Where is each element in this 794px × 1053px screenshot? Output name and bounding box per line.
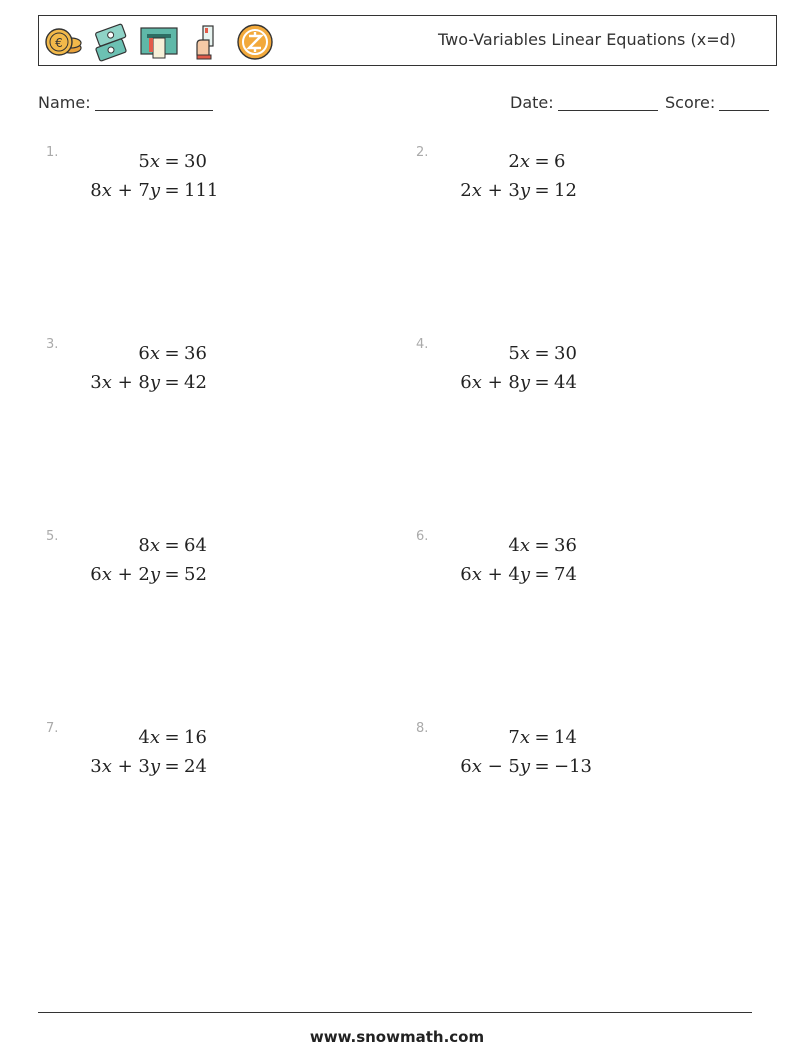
problem-2: [416, 145, 716, 225]
equation-second: [446, 564, 577, 585]
equation-second: [446, 756, 592, 777]
equation-rhs: 16: [184, 727, 207, 748]
equation-first: [446, 727, 577, 748]
equation-second: [446, 372, 577, 393]
svg-text:€: €: [55, 36, 63, 50]
problem-number: 2.: [416, 145, 429, 160]
equation-rhs: 24: [184, 756, 207, 777]
equation-first: [76, 343, 207, 364]
equation-rhs: 42: [184, 372, 207, 393]
equation-second: [76, 564, 207, 585]
equation-lhs: 6x: [138, 343, 160, 364]
problem-number: 1.: [46, 145, 59, 160]
equation-rhs: 111: [184, 180, 219, 201]
equation-first: [446, 535, 577, 556]
equation-first: [76, 151, 207, 172]
equation-first: [76, 535, 207, 556]
equation-lhs: 6x − 5y: [460, 756, 530, 777]
equation-equals: =: [534, 727, 550, 748]
euro-coins-icon: [43, 22, 83, 62]
equation-rhs: 52: [184, 564, 207, 585]
equation-equals: =: [164, 343, 180, 364]
equation-rhs: 6: [554, 151, 566, 172]
score-label: Score:: [665, 93, 716, 112]
equation-equals: =: [534, 564, 550, 585]
problem-5: [46, 529, 346, 609]
problem-6: [416, 529, 716, 609]
problem-8: [416, 721, 716, 801]
equation-first: [76, 727, 207, 748]
equation-equals: =: [164, 180, 180, 201]
problem-number: 5.: [46, 529, 59, 544]
equation-lhs: 2x: [508, 151, 530, 172]
name-blank[interactable]: [95, 94, 213, 111]
equation-lhs: 6x + 4y: [460, 564, 530, 585]
equation-first: [446, 151, 565, 172]
problem-number: 3.: [46, 337, 59, 352]
footer-divider: [38, 1012, 752, 1013]
equation-lhs: 5x: [508, 343, 530, 364]
equation-rhs: 44: [554, 372, 577, 393]
worksheet-title: Two-Variables Linear Equations (x=d): [438, 30, 736, 49]
equation-equals: =: [534, 372, 550, 393]
date-blank[interactable]: [558, 94, 658, 111]
equation-lhs: 4x: [508, 535, 530, 556]
banknotes-icon: [91, 22, 131, 62]
equation-equals: =: [534, 151, 550, 172]
equation-lhs: 8x: [138, 535, 160, 556]
problem-number: 4.: [416, 337, 429, 352]
equation-equals: =: [534, 180, 550, 201]
equation-first: [446, 343, 577, 364]
equation-second: [76, 756, 207, 777]
name-label: Name:: [38, 93, 91, 112]
equation-equals: =: [164, 535, 180, 556]
problem-1: [46, 145, 346, 225]
zcash-coin-icon: [235, 22, 275, 62]
equation-rhs: −13: [554, 756, 592, 777]
footer-url: www.snowmath.com: [309, 1028, 485, 1046]
date-label: Date:: [510, 93, 554, 112]
equation-equals: =: [164, 564, 180, 585]
equation-equals: =: [164, 727, 180, 748]
problem-number: 6.: [416, 529, 429, 544]
equation-rhs: 36: [554, 535, 577, 556]
equation-lhs: 5x: [138, 151, 160, 172]
equation-second: [446, 180, 577, 201]
equation-lhs: 7x: [508, 727, 530, 748]
problem-number: 7.: [46, 721, 59, 736]
problem-7: [46, 721, 346, 801]
equation-lhs: 6x + 2y: [90, 564, 160, 585]
equation-equals: =: [164, 151, 180, 172]
equation-rhs: 74: [554, 564, 577, 585]
problem-4: [416, 337, 716, 417]
score-blank[interactable]: [719, 94, 769, 111]
equation-second: [76, 372, 207, 393]
equation-rhs: 30: [184, 151, 207, 172]
score-field: [665, 93, 769, 112]
equation-rhs: 12: [554, 180, 577, 201]
equation-lhs: 3x + 8y: [90, 372, 160, 393]
hand-card-icon: [187, 22, 227, 62]
equation-rhs: 64: [184, 535, 207, 556]
equation-lhs: 2x + 3y: [460, 180, 530, 201]
problem-3: [46, 337, 346, 417]
equation-lhs: 3x + 3y: [90, 756, 160, 777]
equation-equals: =: [534, 535, 550, 556]
equation-equals: =: [164, 756, 180, 777]
equation-lhs: 6x + 8y: [460, 372, 530, 393]
equation-lhs: 4x: [138, 727, 160, 748]
atm-cash-icon: [139, 22, 179, 62]
equation-equals: =: [534, 343, 550, 364]
equation-lhs: 8x + 7y: [90, 180, 160, 201]
equation-equals: =: [164, 372, 180, 393]
header-icons: [43, 22, 275, 62]
worksheet-header: [38, 15, 777, 66]
date-field: [510, 93, 658, 112]
name-field: [38, 93, 213, 112]
equation-rhs: 30: [554, 343, 577, 364]
equation-rhs: 14: [554, 727, 577, 748]
problem-number: 8.: [416, 721, 429, 736]
equation-equals: =: [534, 756, 550, 777]
equation-second: [76, 180, 218, 201]
equation-rhs: 36: [184, 343, 207, 364]
